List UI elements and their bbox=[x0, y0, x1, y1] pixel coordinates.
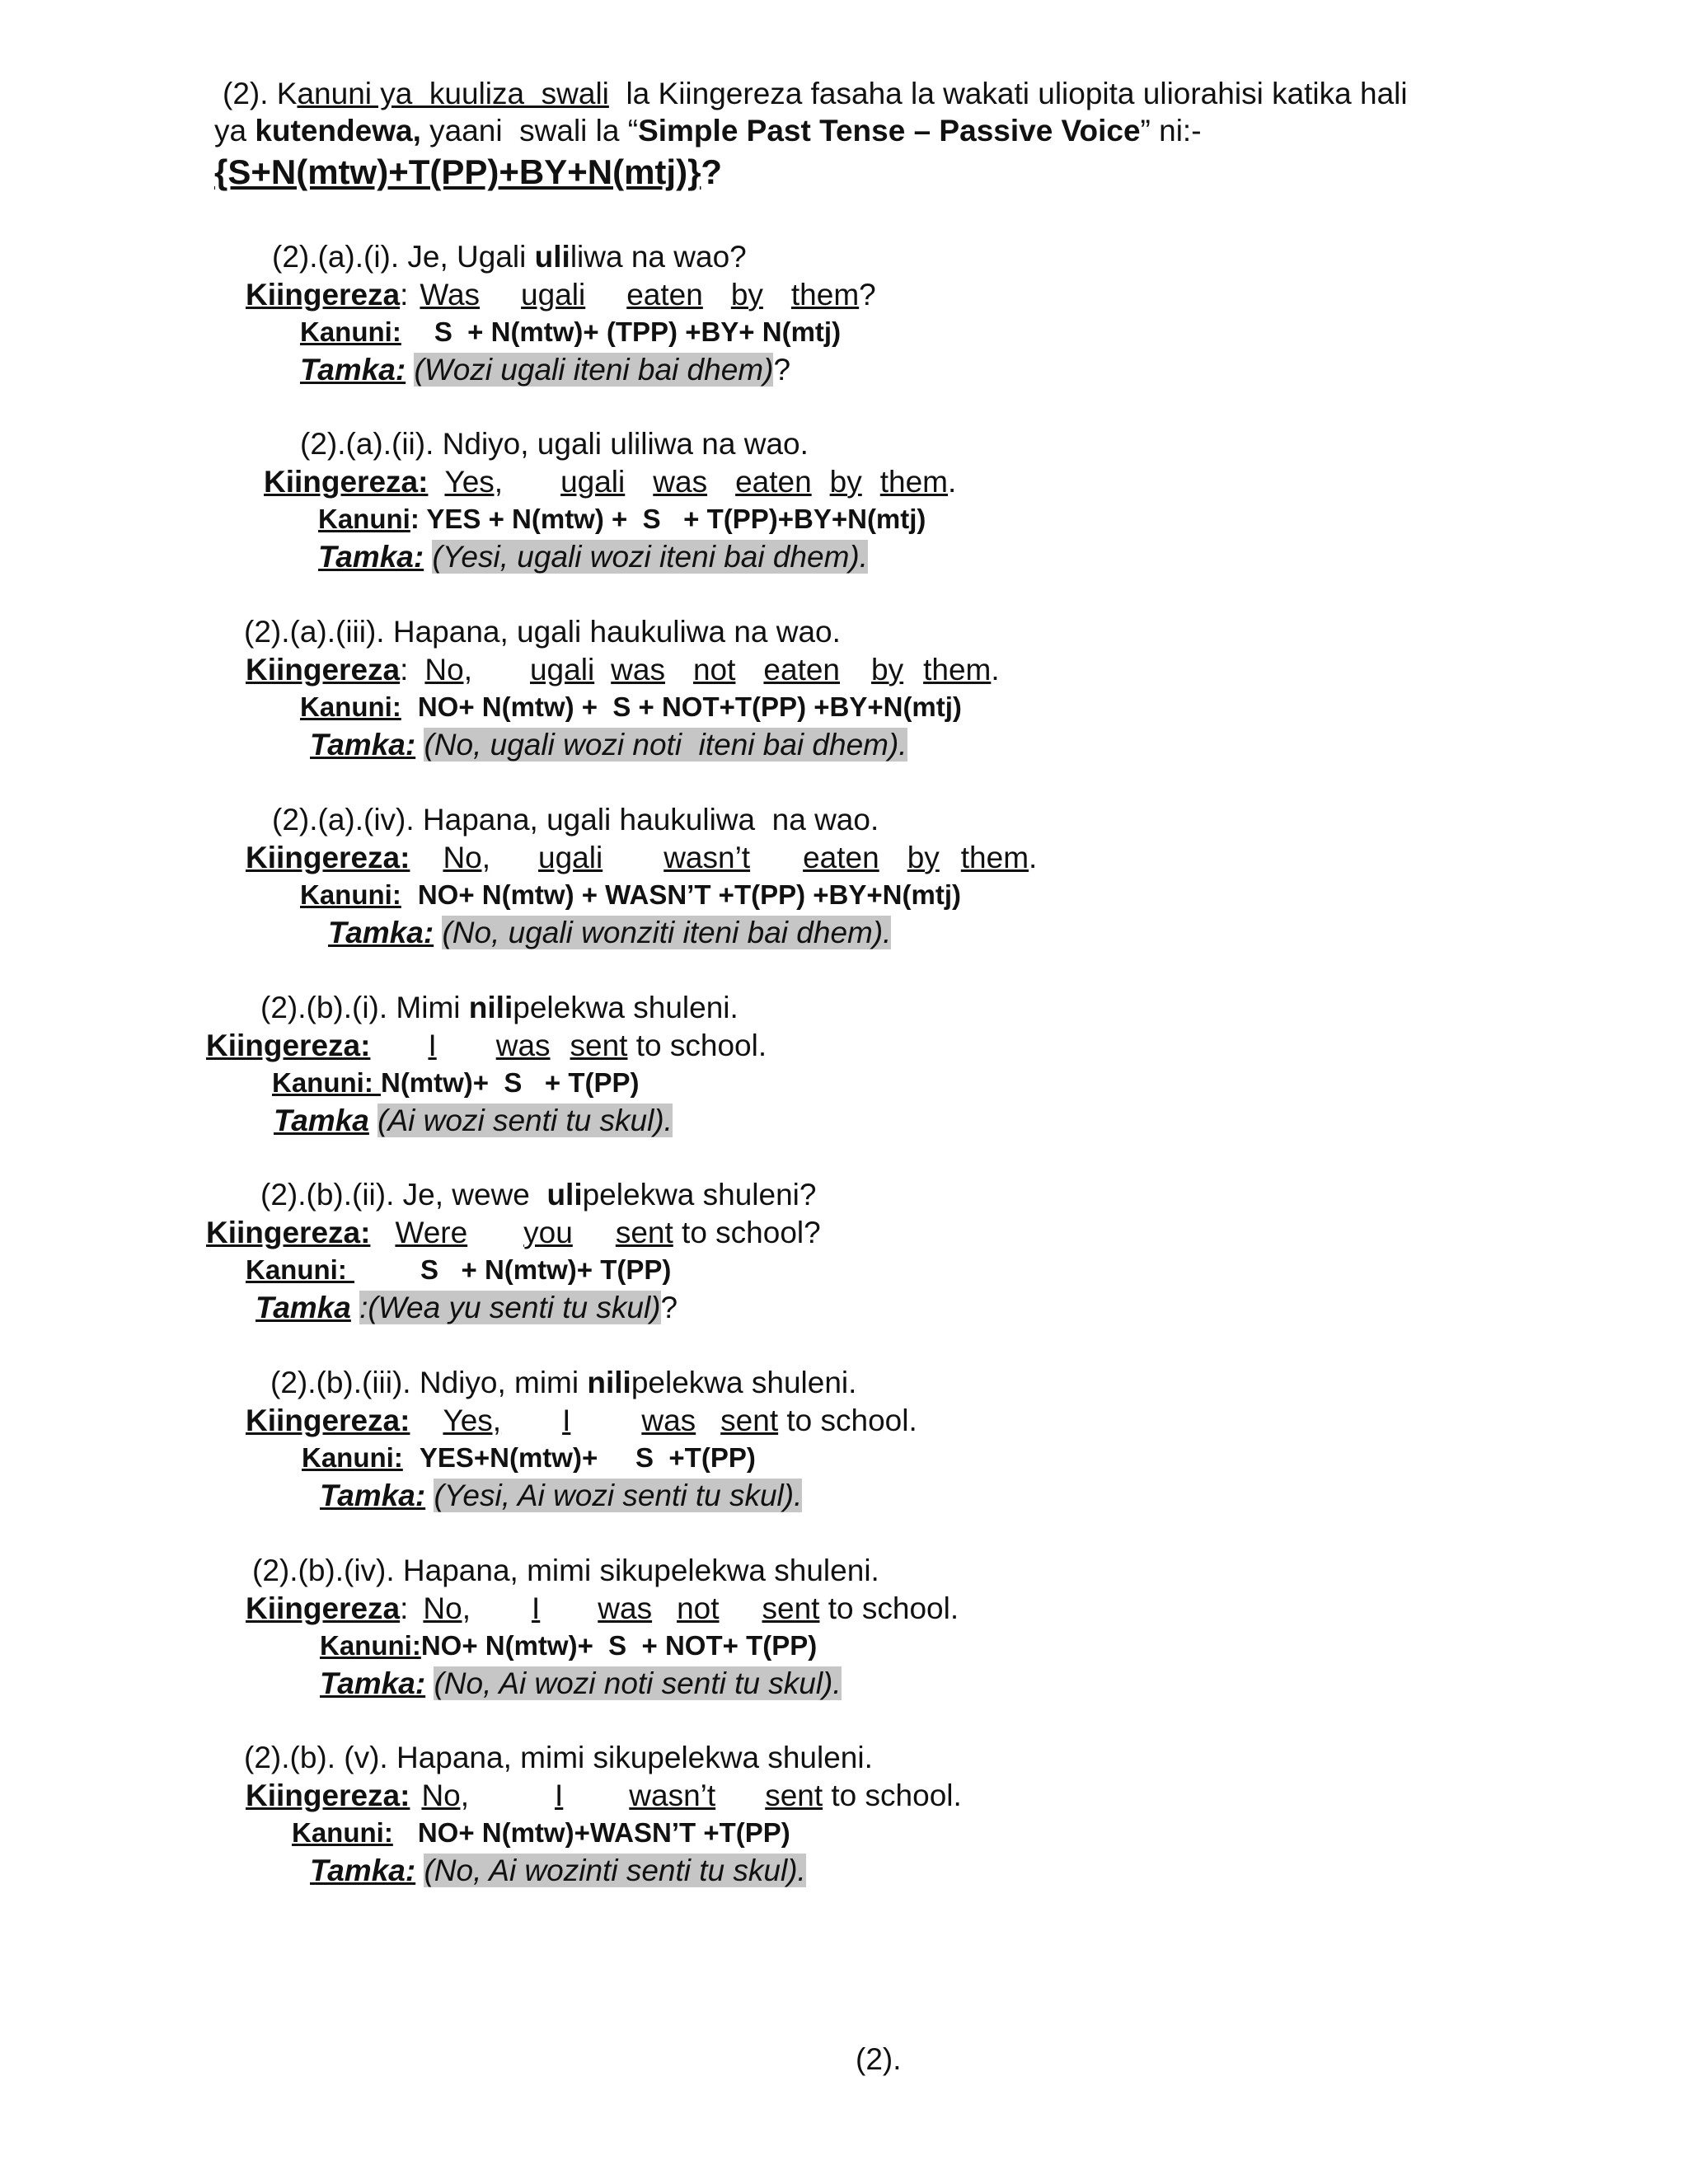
formula-mark: ? bbox=[701, 152, 723, 191]
english-word: No, bbox=[443, 840, 491, 874]
kanuni-line bbox=[246, 1254, 671, 1286]
english-word: eaten bbox=[803, 840, 879, 874]
tamka-label: Tamka: bbox=[320, 1478, 426, 1512]
kanuni-label: Kanuni: bbox=[246, 1254, 354, 1285]
kiingereza-line bbox=[246, 1591, 959, 1627]
sentence-end: ? bbox=[660, 1290, 678, 1324]
english-word: No, bbox=[421, 1778, 470, 1812]
kiingereza-label: Kiingereza: bbox=[206, 1215, 371, 1249]
kiingereza-line bbox=[264, 464, 956, 500]
sentence-end: to school. bbox=[778, 1403, 917, 1437]
tamka-line bbox=[328, 915, 891, 951]
formula-rule: {S+N(mtw)+T(PP)+BY+N(mtj)} bbox=[214, 152, 701, 191]
kanuni-line bbox=[320, 1629, 817, 1662]
english-word: sent bbox=[762, 1591, 820, 1625]
kiingereza-line bbox=[206, 1215, 821, 1251]
english-word: was bbox=[641, 1403, 696, 1437]
english-word: I bbox=[428, 1028, 437, 1062]
english-word: was bbox=[653, 464, 708, 499]
kanuni-label: Kanuni: bbox=[300, 691, 401, 722]
tamka-pronunciation: (No, Ai wozinti senti tu skul). bbox=[424, 1853, 806, 1887]
english-word: Yes, bbox=[443, 1403, 502, 1437]
question-text: liwa na wao? bbox=[570, 240, 747, 274]
kiingereza-line bbox=[246, 840, 1037, 876]
english-word: was bbox=[495, 1028, 551, 1062]
kiingereza-line bbox=[246, 277, 876, 313]
sentence-end: . bbox=[948, 464, 957, 499]
english-word: by bbox=[871, 652, 904, 687]
example-question bbox=[260, 990, 738, 1026]
intro-text: la Kiingereza fasaha la wakati uliopita uliorahisi katika hali bbox=[608, 77, 1408, 110]
kanuni-label: Kanuni: bbox=[272, 1067, 381, 1098]
intro-text: ” ni:- bbox=[1140, 114, 1202, 148]
kiingereza-line bbox=[246, 1778, 962, 1814]
english-word: No, bbox=[424, 652, 472, 687]
kanuni-line bbox=[318, 503, 926, 536]
tamka-spacer bbox=[406, 353, 414, 387]
kiingereza-line bbox=[246, 1403, 917, 1439]
kiingereza-separator: : bbox=[400, 277, 409, 312]
english-word: eaten bbox=[763, 652, 841, 687]
intro-text: (2). K bbox=[223, 77, 298, 110]
english-word: not bbox=[677, 1591, 720, 1625]
english-word: ugali bbox=[521, 277, 586, 312]
english-word: ugali bbox=[560, 464, 626, 499]
example-question bbox=[260, 1177, 816, 1213]
example-question bbox=[244, 1740, 873, 1776]
english-word: not bbox=[692, 652, 736, 687]
tamka-line bbox=[320, 1666, 842, 1702]
example-question bbox=[244, 614, 841, 650]
kiingereza-separator: : bbox=[400, 1591, 409, 1625]
tamka-label: Tamka: bbox=[310, 1853, 416, 1887]
sentence-end: to school. bbox=[823, 1778, 962, 1812]
kanuni-rule: NO+ N(mtw)+ S + NOT+ T(PP) bbox=[420, 1630, 818, 1661]
kiingereza-label: Kiingereza: bbox=[264, 464, 429, 499]
tamka-line bbox=[256, 1290, 678, 1326]
kiingereza-label: Kiingereza: bbox=[246, 1778, 410, 1812]
question-text: (2).(b).(iv). Hapana, mimi sikupelekwa shuleni. bbox=[252, 1554, 879, 1587]
kanuni-label: Kanuni: bbox=[302, 1442, 403, 1473]
question-text: pelekwa shuleni. bbox=[631, 1366, 857, 1399]
tamka-label: Tamka: bbox=[328, 915, 434, 949]
question-text: (2).(a).(i). Je, Ugali bbox=[272, 240, 535, 274]
tamka-pronunciation: (Yesi, ugali wozi iteni bai dhem). bbox=[432, 539, 869, 574]
tamka-pronunciation: (Yesi, Ai wozi senti tu skul). bbox=[434, 1478, 803, 1512]
tamka-spacer bbox=[415, 728, 424, 762]
english-word: sent bbox=[720, 1403, 779, 1437]
kanuni-line bbox=[300, 879, 961, 912]
question-text: (2).(a).(iv). Hapana, ugali haukuliwa na wao. bbox=[272, 803, 879, 837]
question-bold-prefix: nili bbox=[468, 991, 513, 1024]
question-text: pelekwa shuleni. bbox=[513, 991, 738, 1024]
tamka-pronunciation: :(Wea yu senti tu skul) bbox=[359, 1290, 661, 1324]
sentence-end: to school? bbox=[673, 1215, 821, 1249]
english-word: was bbox=[598, 1591, 653, 1625]
kanuni-label: Kanuni bbox=[318, 504, 410, 534]
english-word: eaten bbox=[626, 277, 703, 312]
page-number: (2). bbox=[856, 2042, 902, 2076]
sentence-end: to school. bbox=[627, 1028, 767, 1062]
kanuni-rule: : YES + N(mtw) + S + T(PP)+BY+N(mtj) bbox=[410, 504, 926, 534]
kanuni-rule: S + N(mtw)+ T(PP) bbox=[420, 1254, 672, 1285]
question-bold-prefix: uli bbox=[546, 1178, 583, 1212]
kanuni-line bbox=[300, 316, 841, 349]
tamka-spacer bbox=[351, 1291, 359, 1324]
example-question bbox=[270, 1365, 856, 1401]
english-word: you bbox=[523, 1215, 573, 1249]
example-question bbox=[300, 426, 809, 462]
kanuni-line bbox=[272, 1066, 640, 1099]
intro-text: ya bbox=[214, 114, 256, 148]
question-bold-prefix: nili bbox=[587, 1366, 631, 1399]
english-word: Yes, bbox=[444, 464, 504, 499]
kanuni-label: Kanuni: bbox=[300, 879, 401, 910]
kanuni-label: Kanuni: bbox=[300, 316, 401, 347]
english-word: them bbox=[960, 840, 1029, 874]
english-word: them bbox=[790, 277, 860, 312]
question-text: (2).(b).(i). Mimi bbox=[260, 991, 469, 1024]
tamka-line bbox=[274, 1103, 673, 1139]
tamka-pronunciation: (No, ugali wonziti iteni bai dhem). bbox=[442, 915, 892, 949]
kiingereza-label: Kiingereza bbox=[246, 1591, 401, 1625]
tamka-spacer bbox=[425, 1666, 434, 1700]
english-word: Were bbox=[395, 1215, 468, 1249]
kanuni-rule: NO+ N(mtw)+WASN’T +T(PP) bbox=[417, 1817, 790, 1848]
tamka-label: Tamka: bbox=[310, 727, 416, 762]
kanuni-rule: NO+ N(mtw) + S + NOT+T(PP) +BY+N(mtj) bbox=[417, 691, 962, 722]
example-question bbox=[252, 1553, 879, 1589]
english-word: was bbox=[611, 652, 665, 687]
tamka-pronunciation: (Wozi ugali iteni bai dhem) bbox=[414, 352, 774, 387]
tamka-spacer bbox=[434, 916, 442, 949]
question-text: (2).(b). (v). Hapana, mimi sikupelekwa shuleni. bbox=[244, 1741, 873, 1774]
tamka-label: Tamka bbox=[274, 1103, 369, 1137]
sentence-end: ? bbox=[773, 352, 791, 387]
kanuni-label: Kanuni: bbox=[320, 1630, 421, 1661]
question-text: (2).(b).(iii). Ndiyo, mimi bbox=[270, 1366, 588, 1399]
kanuni-rule: NO+ N(mtw) + WASN’T +T(PP) +BY+N(mtj) bbox=[417, 879, 961, 910]
english-word: by bbox=[907, 840, 940, 874]
english-word: them bbox=[923, 652, 992, 687]
tamka-spacer bbox=[425, 1479, 434, 1512]
tamka-spacer bbox=[424, 540, 432, 574]
english-word: sent bbox=[765, 1778, 823, 1812]
question-bold-prefix: uli bbox=[534, 240, 570, 274]
kanuni-line bbox=[302, 1441, 756, 1474]
kanuni-rule: S + N(mtw)+ (TPP) +BY+ N(mtj) bbox=[434, 316, 842, 347]
tamka-pronunciation: (No, ugali wozi noti iteni bai dhem). bbox=[424, 727, 907, 762]
sentence-end: ? bbox=[859, 277, 876, 312]
tamka-pronunciation: (No, Ai wozi noti senti tu skul). bbox=[434, 1666, 842, 1700]
tamka-label: Tamka: bbox=[320, 1666, 426, 1700]
tamka-line bbox=[320, 1478, 802, 1514]
english-word: I bbox=[562, 1403, 571, 1437]
english-word: ugali bbox=[538, 840, 603, 874]
kanuni-rule: N(mtw)+ S + T(PP) bbox=[380, 1067, 640, 1098]
english-word: by bbox=[730, 277, 763, 312]
tamka-label: Tamka: bbox=[300, 352, 406, 387]
tense-name: Simple Past Tense – Passive Voice bbox=[638, 114, 1141, 148]
question-text: (2).(a).(iii). Hapana, ugali haukuliwa na wao. bbox=[244, 615, 841, 649]
sentence-end: . bbox=[1029, 840, 1038, 874]
intro-line-2 bbox=[214, 113, 1202, 149]
english-word: sent bbox=[570, 1028, 628, 1062]
example-question bbox=[272, 802, 879, 838]
question-text: (2).(b).(ii). Je, wewe bbox=[260, 1178, 547, 1212]
english-word: sent bbox=[615, 1215, 673, 1249]
kiingereza-label: Kiingereza bbox=[246, 652, 401, 687]
tamka-spacer bbox=[369, 1104, 377, 1137]
question-text: pelekwa shuleni? bbox=[582, 1178, 817, 1212]
tamka-line bbox=[310, 1853, 806, 1889]
kanuni-line bbox=[300, 691, 962, 724]
example-question bbox=[272, 239, 747, 275]
english-word: Was bbox=[420, 277, 481, 312]
tamka-line bbox=[310, 727, 907, 763]
kiingereza-separator: : bbox=[400, 652, 409, 687]
question-text: (2).(a).(ii). Ndiyo, ugali uliliwa na wao. bbox=[300, 427, 809, 461]
kanuni-line bbox=[292, 1816, 790, 1849]
english-word: by bbox=[829, 464, 862, 499]
kanuni-rule: YES+N(mtw)+ S +T(PP) bbox=[419, 1442, 756, 1473]
kiingereza-label: Kiingereza: bbox=[246, 840, 410, 874]
tamka-line bbox=[318, 539, 868, 575]
english-word: No, bbox=[423, 1591, 471, 1625]
formula bbox=[214, 152, 722, 193]
sentence-end: . bbox=[991, 652, 1000, 687]
english-word: them bbox=[879, 464, 949, 499]
intro-line-1 bbox=[223, 76, 1408, 112]
tamka-line bbox=[300, 352, 790, 388]
english-word: wasn’t bbox=[629, 1778, 716, 1812]
intro-bold-text: kutendewa, bbox=[255, 114, 421, 148]
kiingereza-line bbox=[246, 652, 1000, 688]
english-word: I bbox=[555, 1778, 564, 1812]
tamka-label: Tamka bbox=[256, 1290, 351, 1324]
sentence-end: to school. bbox=[819, 1591, 959, 1625]
kanuni-label: Kanuni: bbox=[292, 1817, 393, 1848]
tamka-spacer bbox=[415, 1854, 424, 1887]
intro-text: yaani swali la “ bbox=[420, 114, 639, 148]
kiingereza-label: Kiingereza bbox=[246, 277, 401, 312]
english-word: eaten bbox=[735, 464, 812, 499]
english-word: ugali bbox=[529, 652, 595, 687]
english-word: I bbox=[531, 1591, 541, 1625]
tamka-label: Tamka: bbox=[318, 539, 424, 574]
english-word: wasn’t bbox=[663, 840, 751, 874]
tamka-pronunciation: (Ai wozi senti tu skul). bbox=[377, 1103, 673, 1137]
intro-underlined-text: anuni ya kuuliza swali bbox=[297, 77, 609, 110]
kiingereza-line bbox=[206, 1028, 767, 1064]
kiingereza-label: Kiingereza: bbox=[206, 1028, 371, 1062]
kiingereza-label: Kiingereza: bbox=[246, 1403, 410, 1437]
